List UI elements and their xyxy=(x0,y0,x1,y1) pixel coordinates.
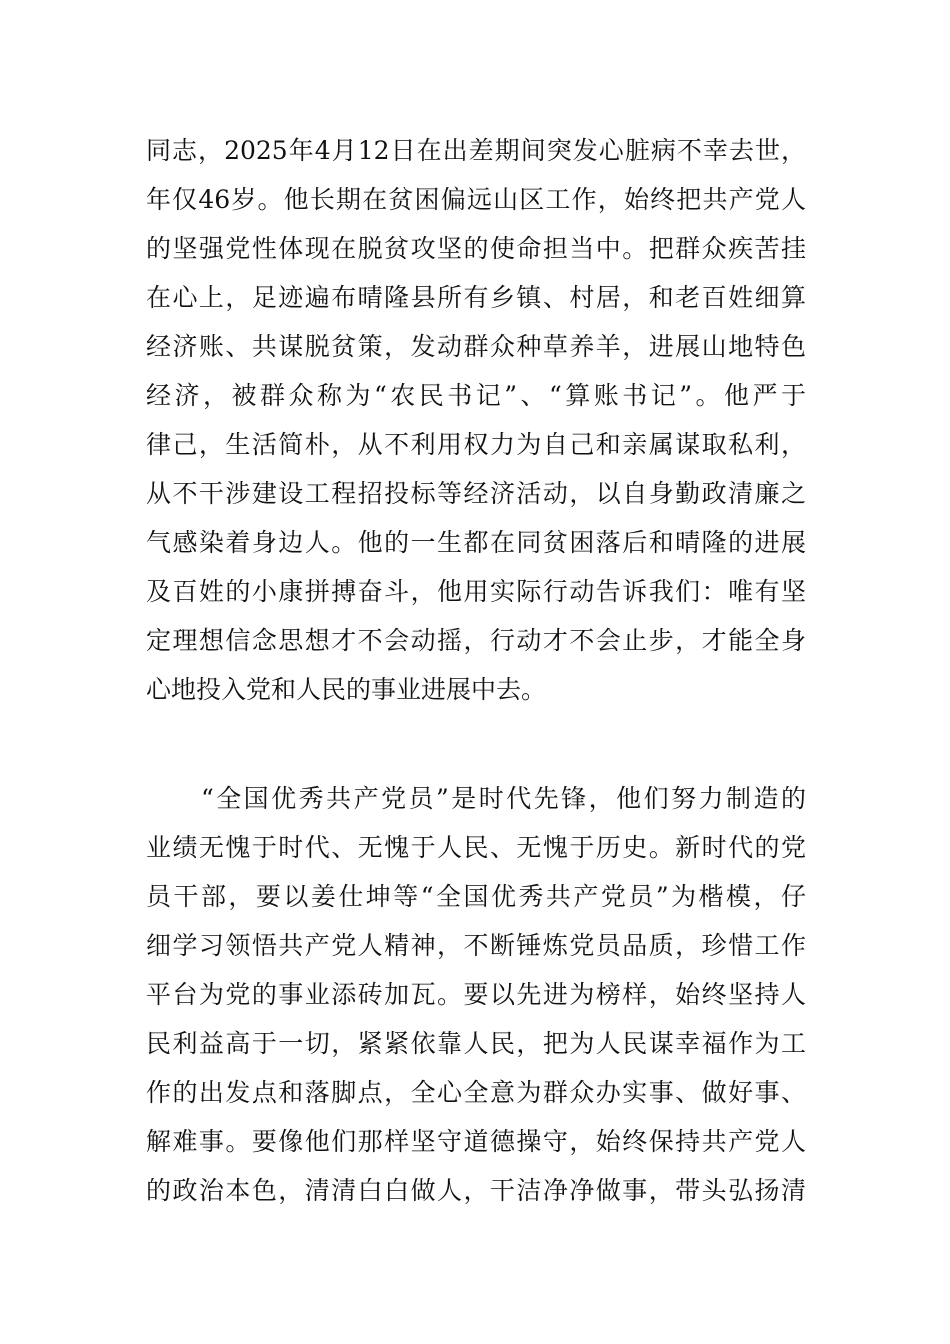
text-line: 业绩无愧于时代、无愧于人民、无愧于历史。新时代的党 xyxy=(146,833,806,862)
text-line: 年仅46岁。他长期在贫困偏远山区工作，始终把共产党人 xyxy=(146,185,806,214)
text-line: 细学习领悟共产党人精神，不断锤炼党员品质，珍惜工作 xyxy=(146,931,806,960)
text-line: 经济，被群众称为“农民书记”、“算账书记”。他严于 xyxy=(146,381,806,410)
text-line: 同志，2025年4月12日在出差期间突发心脏病不幸去世， xyxy=(146,136,806,165)
text-line: 定理想信念思想才不会动摇，行动才不会止步，才能全身 xyxy=(146,626,806,655)
text-line: 作的出发点和落脚点，全心全意为群众办实事、做好事、 xyxy=(146,1078,806,1107)
text-line: 的政治本色，清清白白做人，干洁净净做事，带头弘扬清 xyxy=(146,1176,806,1205)
text-line: 及百姓的小康拼搏奋斗，他用实际行动告诉我们：唯有坚 xyxy=(146,577,806,606)
text-line: 民利益高于一切，紧紧依靠人民，把为人民谋幸福作为工 xyxy=(146,1029,806,1058)
text-line: 平台为党的事业添砖加瓦。要以先进为榜样，始终坚持人 xyxy=(146,980,806,1009)
text-line: 的坚强党性体现在脱贫攻坚的使命担当中。把群众疾苦挂 xyxy=(146,234,806,263)
text-line: 律己，生活简朴，从不利用权力为自己和亲属谋取私利， xyxy=(146,430,806,459)
text-line: 从不干涉建设工程招投标等经济活动，以自身勤政清廉之 xyxy=(146,479,806,508)
text-line-last: 心地投入党和人民的事业进展中去。 xyxy=(146,675,547,704)
paragraph-2 xyxy=(146,774,806,1215)
paragraph-1 xyxy=(146,126,806,714)
text-line: 解难事。要像他们那样坚守道德操守，始终保持共产党人 xyxy=(146,1127,806,1156)
text-line: 员干部，要以姜仕坤等“全国优秀共产党员”为楷模，仔 xyxy=(146,882,806,911)
text-line: 气感染着身边人。他的一生都在同贫困落后和晴隆的进展 xyxy=(146,528,806,557)
text-line: 经济账、共谋脱贫策，发动群众种草养羊，进展山地特色 xyxy=(146,332,806,361)
text-line: “全国优秀共产党员”是时代先锋，他们努力制造的 xyxy=(146,784,806,813)
text-line: 在心上，足迹遍布晴隆县所有乡镇、村居，和老百姓细算 xyxy=(146,283,806,312)
